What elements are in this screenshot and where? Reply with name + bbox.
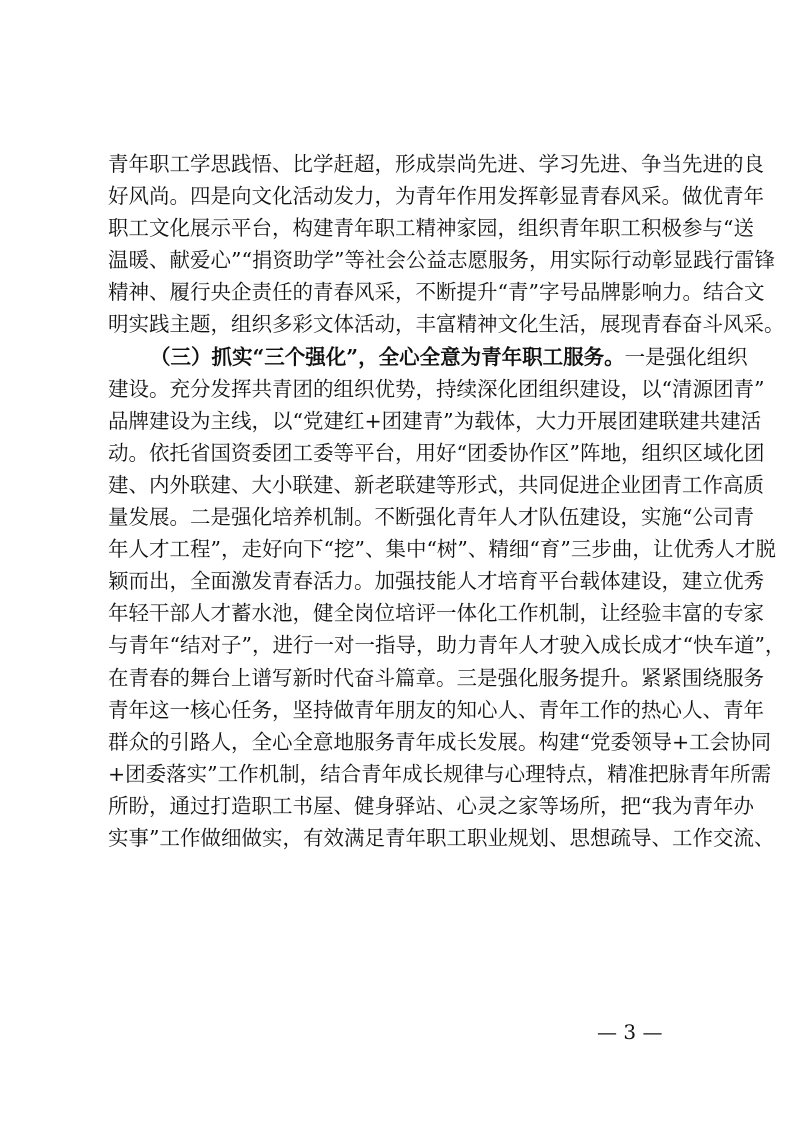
section-first-line [108,341,748,373]
text-line: 职工文化展示平台，构建青年职工精神家园，组织青年职工积极参与“送 [108,216,754,241]
text-line: 明实践主题，组织多彩文体活动，丰富精神文化生活，展现青春奋斗风采。 [108,312,785,337]
text-line: 量发展。二是强化培养机制。不断强化青年人才队伍建设，实施“公司青 [108,505,754,530]
text-line: 好风尚。四是向文化活动发力，为青年作用发挥彰显青春风采。做优青年 [108,184,764,209]
text-line: 所盼，通过打造职工书屋、健身驿站、心灵之家等场所，把“我为青年办 [108,793,754,818]
section-first-line-rest: 一是强化组织 [624,344,748,369]
text-line: 实事”工作做细做实，有效满足青年职工职业规划、思想疏导、工作交流、 [108,825,775,850]
text-line: 年人才工程”，走好向下“挖”、集中“树”、精细“育”三步曲，让优秀人才脱 [108,537,776,562]
text-line: 青年职工学思践悟、比学赶超，形成崇尚先进、学习先进、争当先进的良 [108,152,764,176]
text-line: 品牌建设为主线，以“党建红+团建青”为载体，大力开展团建联建共建活 [108,408,762,433]
text-line: 与青年“结对子”，进行一对一指导，助力青年人才驶入成长成才“快车道”， [108,633,786,658]
text-line: 建设。充分发挥共青团的组织优势，持续深化团组织建设，以“清源团青” [108,376,765,401]
page-number: — 3 — [597,1020,663,1044]
text-line: 温暖、献爱心”“捐资助学”等社会公益志愿服务，用实际行动彰显践行雷锋 [108,248,775,273]
text-line: 颖而出，全面激发青春活力。加强技能人才培育平台载体建设，建立优秀 [108,569,764,594]
text-line: 年轻干部人才蓄水池，健全岗位培评一体化工作机制，让经验丰富的专家 [108,601,764,626]
text-line: 建、内外联建、大小联建、新老联建等形式，共同促进企业团青工作高质 [108,472,764,497]
section-heading: （三）抓实“三个强化”，全心全意为青年职工服务。 [150,344,625,369]
text-line: 群众的引路人，全心全意地服务青年成长发展。构建“党委领导+工会协同 [108,729,772,754]
body-text [108,148,786,854]
text-line: 精神、履行央企责任的青春风采，不断提升“青”字号品牌影响力。结合文 [108,280,765,305]
text-line: 青年这一核心任务，坚持做青年朋友的知心人、青年工作的热心人、青年 [108,697,764,722]
text-line: +团委落实”工作机制，结合青年成长规律与心理特点，精准把脉青年所需 [108,761,772,786]
text-line: 动。依托省国资委团工委等平台，用好“团委协作区”阵地，组织区域化团 [108,440,765,465]
text-line: 在青春的舞台上谱写新时代奋斗篇章。三是强化服务提升。紧紧围绕服务 [108,665,764,690]
